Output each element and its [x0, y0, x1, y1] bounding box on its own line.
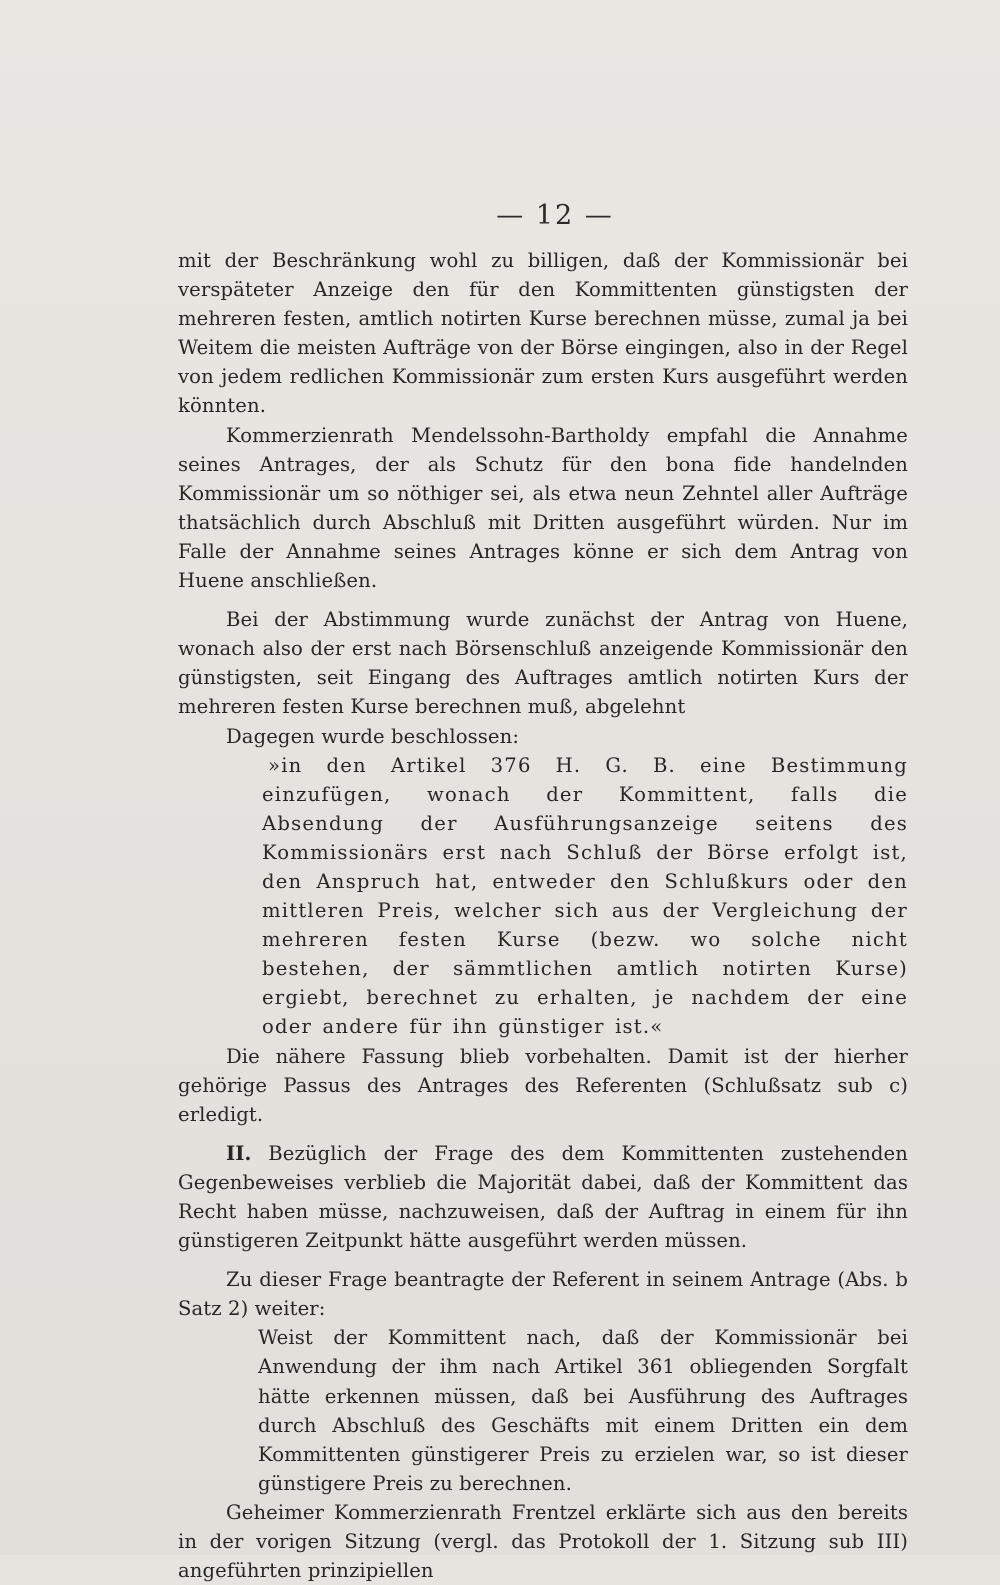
paragraph-4: Dagegen wurde beschlossen:: [226, 724, 520, 748]
paragraph-9: Geheimer Kommerzienrath Frentzel erklärte sich aus den bereits in der vorigen Sitzung (vergl. das Protokoll der 1. Sitzung sub III) angeführten prinzipiellen: [178, 1500, 908, 1583]
body-text: [178, 246, 908, 1585]
paragraph-7: Zu dieser Frage beantragte der Referent in seinem Antrage (Abs. b Satz 2) weiter:: [178, 1268, 908, 1321]
section-number: II.: [226, 1141, 252, 1165]
spacer: [178, 1255, 908, 1265]
resolution-quote: »in den Artikel 376 H. G. B. eine Bestimmung einzufügen, wonach der Kommittent, falls die Absendung der Ausführungsanzeige seitens des Kommissionärs erst nach Schluß der Börse erfolgt ist, den Anspruch hat, entweder den Schlußkurs oder den mittleren Preis, welcher sich aus der Vergleichung der mehreren festen Kurse (bezw. wo solche nicht bestehen, der sämmtlichen amtlich notirten Kurse) ergiebt, berechnet zu erhalten, je nachdem der eine oder andere für ihn günstiger ist.«: [262, 753, 908, 1039]
proposal-quote: Weist der Kommittent nach, daß der Kommissionär bei Anwendung der ihm nach Artikel 361 obliegenden Sorgfalt hätte erkennen müssen, daß bei Ausführung des Auftrages durch Abschluß des Geschäfts mit einem Dritten ein dem Kommittenten günstigerer Preis zu erzielen war, so ist dieser günstigere Preis zu berechnen.: [258, 1326, 908, 1495]
paragraph-1: mit der Beschränkung wohl zu billigen, daß der Kommissionär bei verspäteter Anzeige den für den Kommittenten günstigsten der mehreren festen, amtlich notirten Kurse berechnen müsse, zumal ja bei Weitem die meisten Aufträge von der Börse eingingen, also in der Regel von jedem redlichen Kommissionär zum ersten Kurs ausgeführt werden könnten.: [178, 249, 908, 418]
page-number: — 12 —: [496, 200, 614, 231]
paragraph-5: Die nähere Fassung blieb vorbehalten. Damit ist der hierher gehörige Passus des Antrages des Referenten (Schlußsatz sub c) erledigt.: [178, 1044, 908, 1126]
spacer: [178, 595, 908, 605]
paragraph-3: Bei der Abstimmung wurde zunächst der Antrag von Huene, wonach also der erst nach Börsenschluß anzeigende Kommissionär den günstigsten, seit Eingang des Auftrages amtlich notirten Kurs der mehreren festen Kurse berechnen muß, abgelehnt: [178, 608, 908, 719]
paragraph-2: Kommerzienrath Mendelssohn-Bartholdy empfahl die Annahme seines Antrages, der als Schutz für den bona fide handelnden Kommissionär um so nöthiger sei, als etwa neun Zehntel aller Aufträge thatsächlich durch Abschluß mit Dritten ausgeführt würden. Nur im Falle der Annahme seines Antrages könne er sich dem Antrag von Huene anschließen.: [178, 423, 908, 593]
paragraph-6-text: Bezüglich der Frage des dem Kommittenten zustehenden Gegenbeweises verblieb die Majorität dabei, daß der Kommittent das Recht haben müsse, nachzuweisen, daß der Auftrag in einem für ihn günstigeren Zeitpunkt hätte ausgeführt werden müssen.: [178, 1141, 908, 1253]
spacer: [178, 1129, 908, 1139]
paragraph-6: [178, 1139, 908, 1255]
